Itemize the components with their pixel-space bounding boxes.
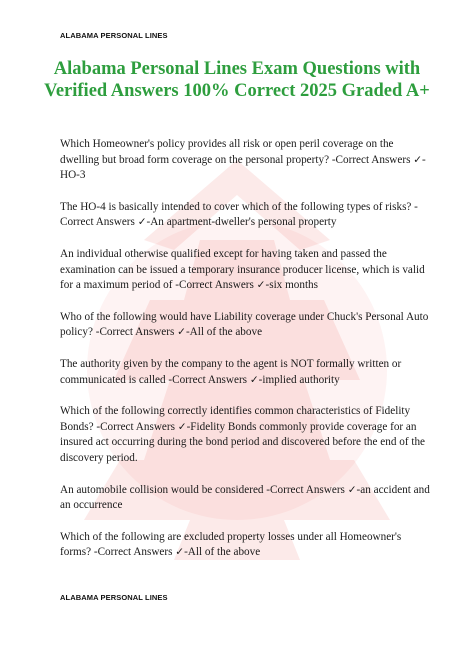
question-text: The HO-4 is basically intended to cover which of the following types of risks? -Correct Answers xyxy=(60,200,418,229)
answer-text: -implied authority xyxy=(258,373,340,386)
document-title: Alabama Personal Lines Exam Questions with Verified Answers 100% Correct 2025 Graded A+ xyxy=(44,59,430,101)
answer-text: -All of the above xyxy=(185,326,263,339)
question-text: An automobile collision would be considered -Correct Answers xyxy=(60,483,348,496)
page-header: ALABAMA PERSONAL LINES xyxy=(60,31,168,40)
question-text: Which Homeowner's policy provides all risk or open peril coverage on the dwelling but broad form coverage on the personal property? -Correct Answers xyxy=(60,138,414,166)
qa-item xyxy=(60,137,432,184)
checkmark-icon: ✓ xyxy=(413,153,423,166)
answer-text: -An apartment-dweller's personal property xyxy=(146,216,337,229)
page-footer: ALABAMA PERSONAL LINES xyxy=(60,593,168,602)
question-text: Which of the following are excluded property losses under all Homeowner's forms? -Correct Answers xyxy=(60,530,402,559)
qa-list xyxy=(60,137,432,577)
answer-text: -HO-3 xyxy=(60,153,426,182)
checkmark-icon: ✓ xyxy=(347,483,357,496)
question-text: An individual otherwise qualified except for having taken and passed the examination can be issued a temporary insurance producer license, which is valid for a maximum period of -Correct Answers xyxy=(60,247,425,292)
question-text: Which of the following correctly identifies common characteristics of Fidelity Bonds? -Correct Answers xyxy=(60,405,411,433)
qa-item xyxy=(60,530,432,561)
checkmark-icon: ✓ xyxy=(137,216,147,229)
answer-text: -an accident and an occurrence xyxy=(60,483,430,512)
qa-item xyxy=(60,357,432,388)
checkmark-icon: ✓ xyxy=(177,326,186,339)
checkmark-icon: ✓ xyxy=(256,279,266,292)
qa-item xyxy=(60,200,432,231)
qa-item xyxy=(60,310,432,341)
question-text: The authority given by the company to the agent is NOT formally written or communicated is called -Correct Answers xyxy=(60,357,402,386)
answer-text: -Fidelity Bonds commonly provide coverage for an insured act occurring during the bond period and discovered before the end of the discovery period. xyxy=(60,420,426,464)
checkmark-icon: ✓ xyxy=(177,420,187,433)
question-text: Who of the following would have Liability coverage under Chuck's Personal Auto policy? -Correct Answers xyxy=(60,310,429,339)
answer-text: -All of the above xyxy=(184,546,261,559)
qa-item xyxy=(60,483,432,514)
qa-item xyxy=(60,404,432,466)
checkmark-icon: ✓ xyxy=(249,373,259,386)
answer-text: -six months xyxy=(265,279,319,292)
checkmark-icon: ✓ xyxy=(175,546,185,559)
qa-item xyxy=(60,247,432,294)
